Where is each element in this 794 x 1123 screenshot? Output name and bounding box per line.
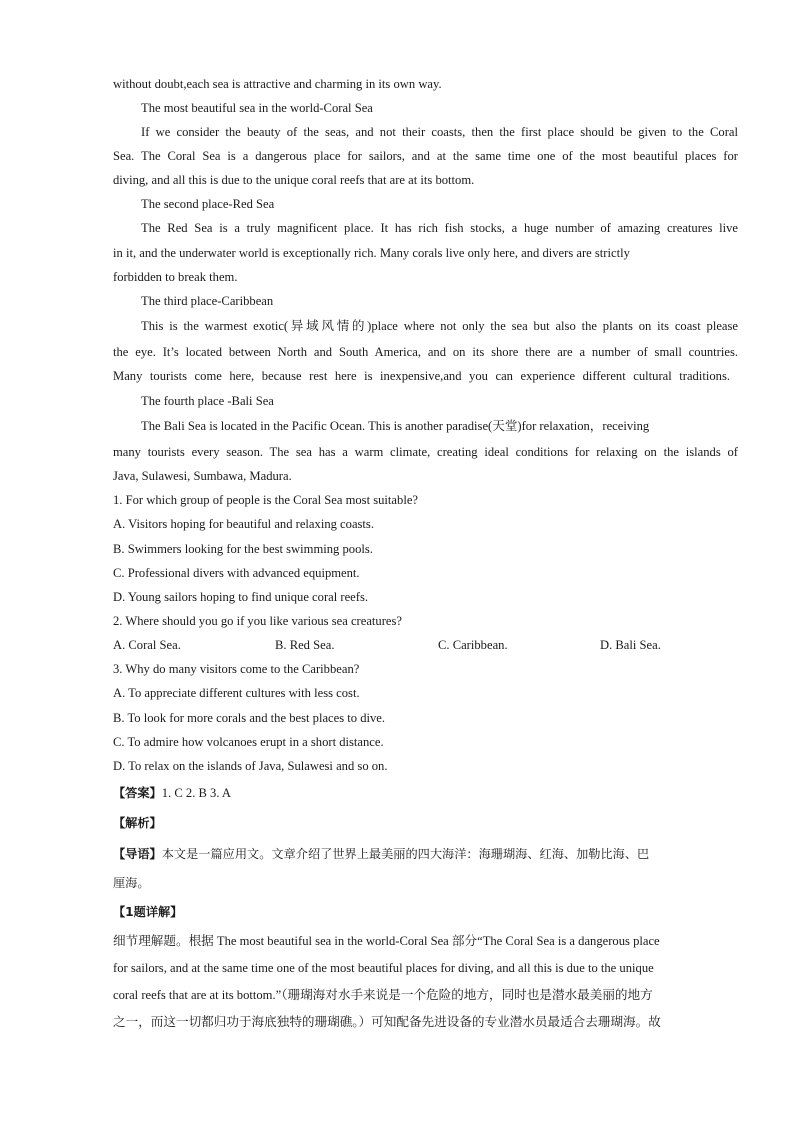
detail-label: 【1题详解】 bbox=[113, 905, 183, 919]
guide-text: 本文是一篇应用文。文章介绍了世界上最美丽的四大海洋：海珊瑚海、红海、加勒比海、巴 bbox=[161, 847, 650, 861]
q2-options bbox=[113, 637, 738, 653]
answer-text: 1. C 2. B 3. A bbox=[161, 786, 232, 800]
guide-label: 【导语】 bbox=[113, 847, 162, 861]
answer-line bbox=[113, 785, 738, 801]
section-heading-red-sea: The second place-Red Sea bbox=[141, 197, 275, 211]
passage-line: Many tourists come here, because rest here is inexpensive,and you can experience different cultural traditions. bbox=[113, 369, 730, 383]
q1-option-a: A. Visitors hoping for beautiful and relaxing coasts. bbox=[113, 517, 374, 531]
question-1: 1. For which group of people is the Coral Sea most suitable? bbox=[113, 493, 418, 507]
passage-line: without doubt,each sea is attractive and charming in its own way. bbox=[113, 77, 442, 91]
section-heading-coral-sea: The most beautiful sea in the world-Coral Sea bbox=[141, 101, 373, 115]
q2-option-c: C. Caribbean. bbox=[438, 638, 508, 652]
passage-line: This is the warmest exotic(异域风情的)place where not only the sea but also the plants on its coast please bbox=[141, 319, 738, 333]
section-heading-caribbean: The third place-Caribbean bbox=[141, 294, 274, 308]
section-heading-bali-sea: The fourth place -Bali Sea bbox=[141, 394, 274, 408]
q2-option-a: A. Coral Sea. bbox=[113, 638, 181, 652]
q3-option-a: A. To appreciate different cultures with less cost. bbox=[113, 686, 360, 700]
passage-line: many tourists every season. The sea has a warm climate, creating ideal conditions for relaxing on the islands of bbox=[113, 445, 738, 459]
guide-continuation: 厘海。 bbox=[113, 876, 150, 890]
q3-option-d: D. To relax on the islands of Java, Sulawesi and so on. bbox=[113, 759, 388, 773]
q3-option-c: C. To admire how volcanoes erupt in a short distance. bbox=[113, 735, 384, 749]
q1-option-c: C. Professional divers with advanced equipment. bbox=[113, 566, 360, 580]
guide-line bbox=[113, 846, 738, 862]
passage-line: diving, and all this is due to the unique coral reefs that are at its bottom. bbox=[113, 173, 475, 187]
passage-line: Java, Sulawesi, Sumbawa, Madura. bbox=[113, 469, 292, 483]
detail-line: for sailors, and at the same time one of the most beautiful places for diving, and all this is due to the unique bbox=[113, 961, 654, 975]
passage-line: The Red Sea is a truly magnificent place. It has rich fish stocks, a huge number of amazing creatures live bbox=[141, 221, 738, 235]
analysis-label: 【解析】 bbox=[113, 816, 162, 830]
q1-option-b: B. Swimmers looking for the best swimming pools. bbox=[113, 542, 373, 556]
passage-line: The Bali Sea is located in the Pacific Ocean. This is another paradise(天堂)for relaxation，receiving bbox=[141, 419, 650, 433]
q2-option-b: B. Red Sea. bbox=[275, 638, 335, 652]
detail-line: 之一，而这一切都归功于海底独特的珊瑚礁。）可知配备先进设备的专业潜水员最适合去珊瑚海。故 bbox=[113, 1015, 661, 1029]
answer-label: 【答案】 bbox=[113, 786, 162, 800]
question-2: 2. Where should you go if you like various sea creatures? bbox=[113, 614, 402, 628]
q1-option-d: D. Young sailors hoping to find unique coral reefs. bbox=[113, 590, 368, 604]
q3-option-b: B. To look for more corals and the best places to dive. bbox=[113, 711, 386, 725]
q2-option-d: D. Bali Sea. bbox=[600, 638, 661, 652]
passage-line: in it, and the underwater world is exceptionally rich. Many corals live only here, and divers are strictly bbox=[113, 246, 630, 260]
detail-line: coral reefs that are at its bottom.”（珊瑚海对水手来说是一个危险的地方，同时也是潜水最美丽的地方 bbox=[113, 988, 653, 1002]
question-3: 3. Why do many visitors come to the Caribbean? bbox=[113, 662, 360, 676]
passage-line: the eye. It’s located between North and South America, and on its shore there are a number of small countries. bbox=[113, 345, 738, 359]
passage-line: If we consider the beauty of the seas, and not their coasts, then the first place should be given to the Coral bbox=[141, 125, 738, 139]
detail-line: 细节理解题。根据 The most beautiful sea in the world-Coral Sea 部分“The Coral Sea is a dangerous place bbox=[113, 934, 660, 948]
passage-line: forbidden to break them. bbox=[113, 270, 238, 284]
passage-line: Sea. The Coral Sea is a dangerous place for sailors, and at the same time one of the most beautiful places for bbox=[113, 149, 738, 163]
